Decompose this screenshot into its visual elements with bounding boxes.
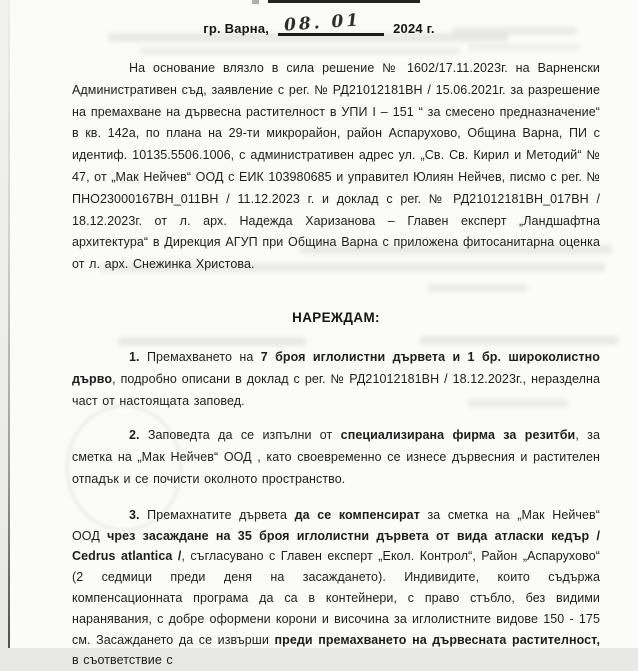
date-underline <box>278 8 384 36</box>
top-partial-underline <box>268 0 420 3</box>
document-body <box>72 58 600 671</box>
order-item-3: 3. Премахнатите дървета да се компенсират за сметка на „Мак Нейчев“ ООД чрез засаждане на 35 броя иглолистни дървета от вида атласки кедър / Cedrus atlantica /, съгласувано с Главен експерт „Екол. Контрол“, Район „Аспарухово“ (2 седмици преди деня на засаждането). Индивидите, които съдържа компенсационната програма да са в контейнери, с право стъбло, без видими наранявания, с добре оформени корони и височина за иглолистните видове 150 - 175 см. Засаждането да се извърши преди премахването на дървесната растителност, в съответствие с <box>72 507 601 668</box>
order-item-1: 1. Премахването на 7 броя иглолистни дървета и 1 бр. широколистно дърво, подробно описани в доклад с рег. № РД21012181ВН / 18.12.2023г., неразделна част от настоящата заповед. <box>72 349 600 408</box>
order-item-2: 2. Заповедта да се изпълни от специализирана фирма за резитби, за сметка на „Мак Нейчев“ ООД , като своевременно се изнесе дървесния и растителен отпадък и се почисти околното пространство. <box>72 428 600 486</box>
scan-edge-line <box>8 0 10 648</box>
bleedthrough-text-4 <box>468 44 580 51</box>
year-label: 2024 г. <box>393 21 435 36</box>
top-line-fragment <box>252 0 259 4</box>
order-heading: НАРЕЖДАМ: <box>292 309 380 325</box>
scan-left-edge <box>0 0 8 648</box>
bleedthrough-text-2 <box>140 47 460 55</box>
preamble-paragraph: На основание влязло в сила решение № 1602/17.11.2023г. на Варненски Административен съд, заявление с рег. № РД21012181ВН / 15.06.2021г. за разрешение на премахване на дървесна растителност в УПИ I – 151 “ за смесено предназначение“ в кв. 142а, по плана на 29-ти микрорайон, район Аспарухово, Община Варна, ПИ с идентиф. 10135.5506.1006, с административен адрес ул. „Св. Св. Кирил и Методий“ № 47, от „Мак Нейчев“ ООД с ЕИК 103980685 и управител Юлиян Нейчев, писмо с рег. № ПНО23000167ВН_011ВН / 11.12.2023 г. и доклад с рег. № РД21012181ВН_017ВН / 18.12.2023г. от л. арх. Надежда Харизанова – Главен експерт „Ландшафтна архитектура“ в Дирекция АГУП при Община Варна с приложена фитосанитарна оценка от л. арх. Снежинка Христова. <box>72 61 600 272</box>
place-label: гр. Варна, <box>203 21 270 36</box>
date-place-line <box>0 8 638 36</box>
handwritten-date: 08. 01 <box>283 10 362 36</box>
